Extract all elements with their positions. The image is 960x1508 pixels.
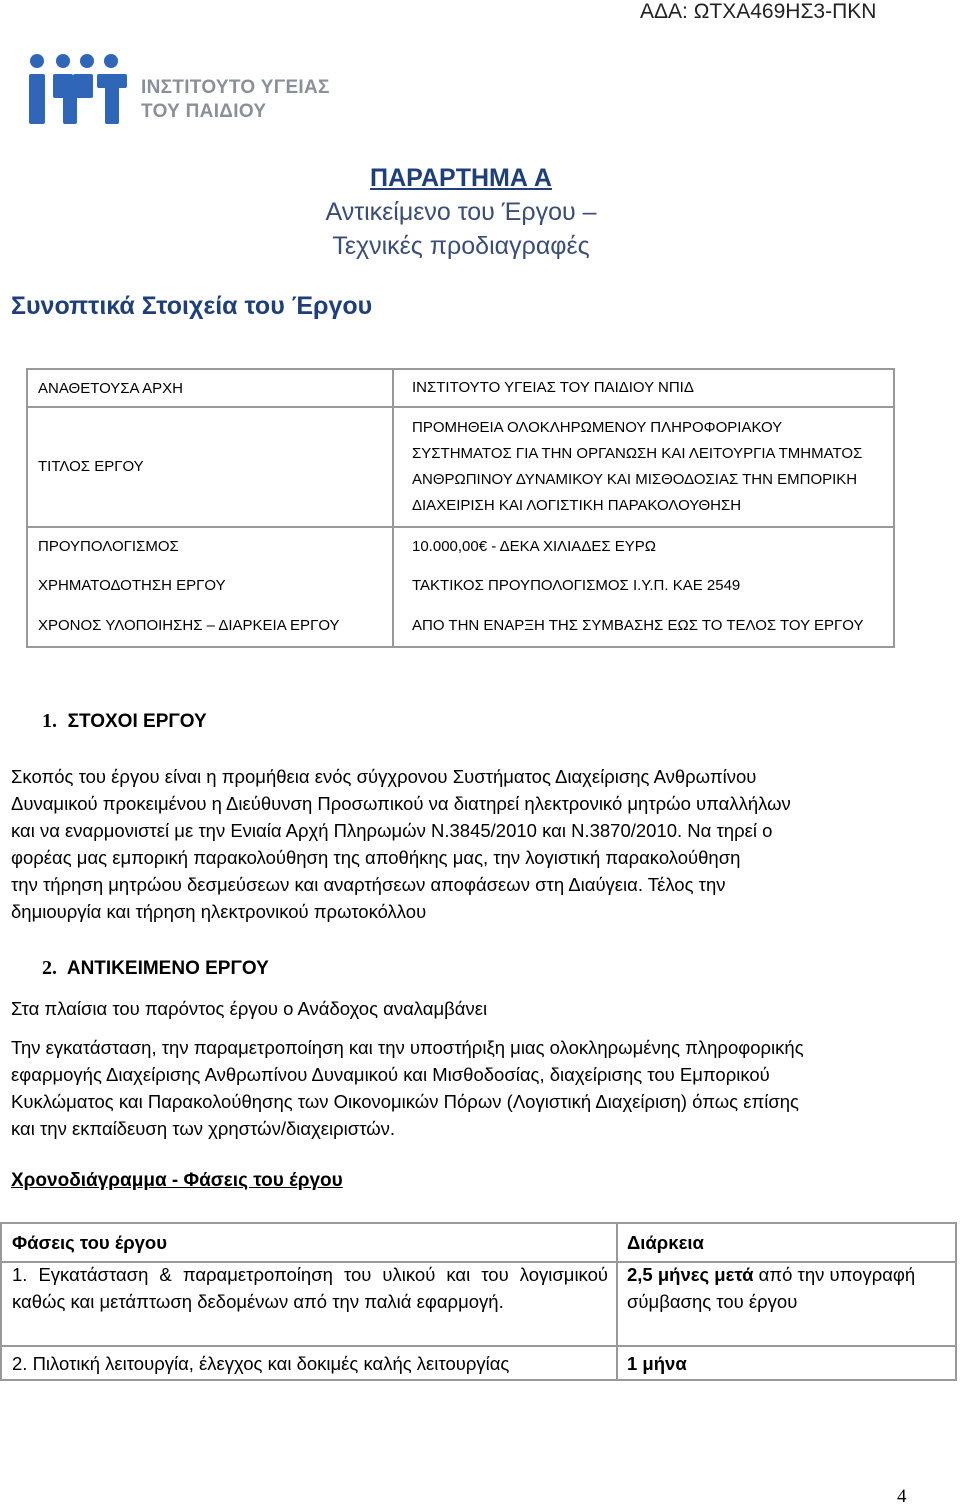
phase-1-description: 1. Εγκατάσταση & παραμετροποίηση του υλικού και του λογισμικού καθώς και μετάπτωση δεδομένων από την παλιά εφαρμογή. [12, 1264, 608, 1312]
paragraph-line: φορέας μας εμπορική παρακολούθηση της αποθήκης μας, την λογιστική παρακολούθηση [11, 847, 741, 868]
section-1-number: 1. [42, 710, 57, 732]
page-number: 4 [897, 1486, 907, 1507]
project-title-line: ΔΙΑΧΕΙΡΙΣΗ ΚΑΙ ΛΟΓΙΣΤΙΚΗ ΠΑΡΑΚΟΛΟΥΘΗΣΗ [412, 497, 742, 514]
row-label-duration: ΧΡΟΝΟΣ ΥΛΟΠΟΙΗΣΗΣ – ΔΙΑΡΚΕΙΑ ΕΡΓΟΥ [38, 617, 340, 634]
summary-table [26, 368, 895, 648]
summary-heading: Συνοπτικά Στοιχεία του Έργου [11, 292, 373, 320]
phases-column-header: Φάσεις του έργου [12, 1232, 167, 1253]
annex-title: ΠΑΡΑΡΤΗΜΑ Α [370, 164, 552, 192]
paragraph-line: δημιουργία και τήρηση ηλεκτρονικού πρωτοκόλλου [11, 901, 427, 922]
institute-logo [25, 52, 345, 132]
iyp-logo-icon [25, 52, 135, 132]
section-2-intro: Στα πλαίσια του παρόντος έργου ο Ανάδοχος αναλαμβάνει [11, 998, 488, 1019]
table-divider [616, 1224, 618, 1379]
row-label-contracting-authority: ΑΝΑΘΕΤΟΥΣΑ ΑΡΧΗ [38, 380, 183, 397]
paragraph-line: και την εκπαίδευση των χρηστών/διαχειριστών. [11, 1118, 396, 1139]
section-2-number: 2. [42, 957, 57, 979]
row-value-funding: ΤΑΚΤΙΚΟΣ ΠΡΟΥΠΟΛΟΓΙΣΜΟΣ Ι.Υ.Π. ΚΑΕ 2549 [412, 577, 741, 594]
phase-2-description: 2. Πιλοτική λειτουργία, έλεγχος και δοκιμές καλής λειτουργίας [12, 1353, 510, 1374]
section-1-paragraph [11, 763, 941, 925]
paragraph-line: Σκοπός του έργου είναι η προμήθεια ενός σύγχρονου Συστήματος Διαχείρισης Ανθρωπίνου [11, 766, 757, 787]
row-label-project-title: ΤΙΤΛΟΣ ΕΡΓΟΥ [38, 458, 144, 475]
phase-1-duration-rest: από την υπογραφή σύμβασης του έργου [627, 1264, 916, 1312]
row-label-budget: ΠΡΟΥΠΟΛΟΓΙΣΜΟΣ [38, 538, 179, 555]
ada-code: ΑΔΑ: ΩΤΧΑ469ΗΣ3-ΠΚΝ [640, 0, 877, 23]
paragraph-line: την τήρηση μητρώου δεσμεύσεων και αναρτήσεων αποφάσεων στη Διαύγεια. Τέλος την [11, 874, 726, 895]
project-title-line: ΠΡΟΜΗΘΕΙΑ ΟΛΟΚΛΗΡΩΜΕΝΟΥ ΠΛΗΡΟΦΟΡΙΑΚΟΥ [412, 419, 783, 436]
section-2-heading [42, 957, 269, 980]
phase-2-duration [627, 1350, 952, 1377]
row-value-duration: ΑΠΟ ΤΗΝ ΕΝΑΡΞΗ ΤΗΣ ΣΥΜΒΑΣΗΣ ΕΩΣ ΤΟ ΤΕΛΟΣ ΤΟΥ ΕΡΓΟΥ [412, 617, 864, 634]
table-divider [2, 1345, 955, 1347]
paragraph-line: Κυκλώματος και Παρακολούθησης των Οικονομικών Πόρων (Λογιστική Διαχείριση) όπως επίσης [11, 1091, 799, 1112]
logo-line2: ΤΟΥ ΠΑΙΔΙΟΥ [141, 101, 267, 122]
annex-header [0, 161, 922, 263]
phase-1-duration-bold: 2,5 μήνες μετά [627, 1264, 754, 1285]
section-1-title: ΣΤΟΧΟΙ ΕΡΓΟΥ [67, 711, 207, 732]
table-divider [28, 406, 893, 408]
annex-subtitle-2: Τεχνικές προδιαγραφές [332, 232, 590, 260]
phase-1-duration [627, 1261, 952, 1315]
phases-table [0, 1222, 957, 1381]
paragraph-line: και να εναρμονιστεί με την Ενιαία Αρχή Πληρωμών Ν.3845/2010 και Ν.3870/2010. Να τηρεί ο [11, 820, 773, 841]
row-value-project-title [412, 415, 862, 519]
paragraph-line: Την εγκατάσταση, την παραμετροποίηση και την υποστήριξη μιας ολοκληρωμένης πληροφορικής [11, 1037, 804, 1058]
row-value-budget: 10.000,00€ - ΔΕΚΑ ΧΙΛΙΑΔΕΣ ΕΥΡΩ [412, 538, 657, 555]
section-2-paragraph [11, 1034, 941, 1142]
section-2-title: ΑΝΤΙΚΕΙΜΕΝΟ ΕΡΓΟΥ [66, 958, 269, 979]
annex-subtitle-1: Αντικείμενο του Έργου – [325, 198, 597, 226]
paragraph-line: Δυναμικού προκειμένου η Διεύθυνση Προσωπικού να διατηρεί ηλεκτρονικό μητρώο υπαλλήλων [11, 793, 791, 814]
table-divider [28, 526, 893, 528]
paragraph-line: εφαρμογής Διαχείρισης Ανθρωπίνου Δυναμικού και Μισθοδοσίας, διαχείρισης του Εμπορικού [11, 1064, 770, 1085]
section-1-heading [42, 710, 207, 733]
duration-column-header: Διάρκεια [627, 1232, 704, 1253]
phase-2-duration-bold: 1 μήνα [627, 1353, 687, 1374]
row-value-contracting-authority: ΙΝΣΤΙΤΟΥΤΟ ΥΓΕΙΑΣ ΤΟΥ ΠΑΙΔΙΟΥ ΝΠΙΔ [412, 379, 694, 396]
logo-line1: ΙΝΣΤΙΤΟΥΤΟ ΥΓΕΙΑΣ [141, 77, 330, 98]
table-divider [392, 370, 394, 646]
project-title-line: ΣΥΣΤΗΜΑΤΟΣ ΓΙΑ ΤΗΝ ΟΡΓΑΝΩΣΗ ΚΑΙ ΛΕΙΤΟΥΡΓΙΑ ΤΜΗΜΑΤΟΣ [412, 445, 863, 462]
timeline-heading: Χρονοδιάγραμμα - Φάσεις του έργου [11, 1170, 343, 1191]
project-title-line: ΑΝΘΡΩΠΙΝΟΥ ΔΥΝΑΜΙΚΟΥ ΚΑΙ ΜΙΣΘΟΔΟΣΙΑΣ ΤΗΝ ΕΜΠΟΡΙΚΗ [412, 471, 858, 488]
row-label-funding: ΧΡΗΜΑΤΟΔΟΤΗΣΗ ΕΡΓΟΥ [38, 577, 226, 594]
